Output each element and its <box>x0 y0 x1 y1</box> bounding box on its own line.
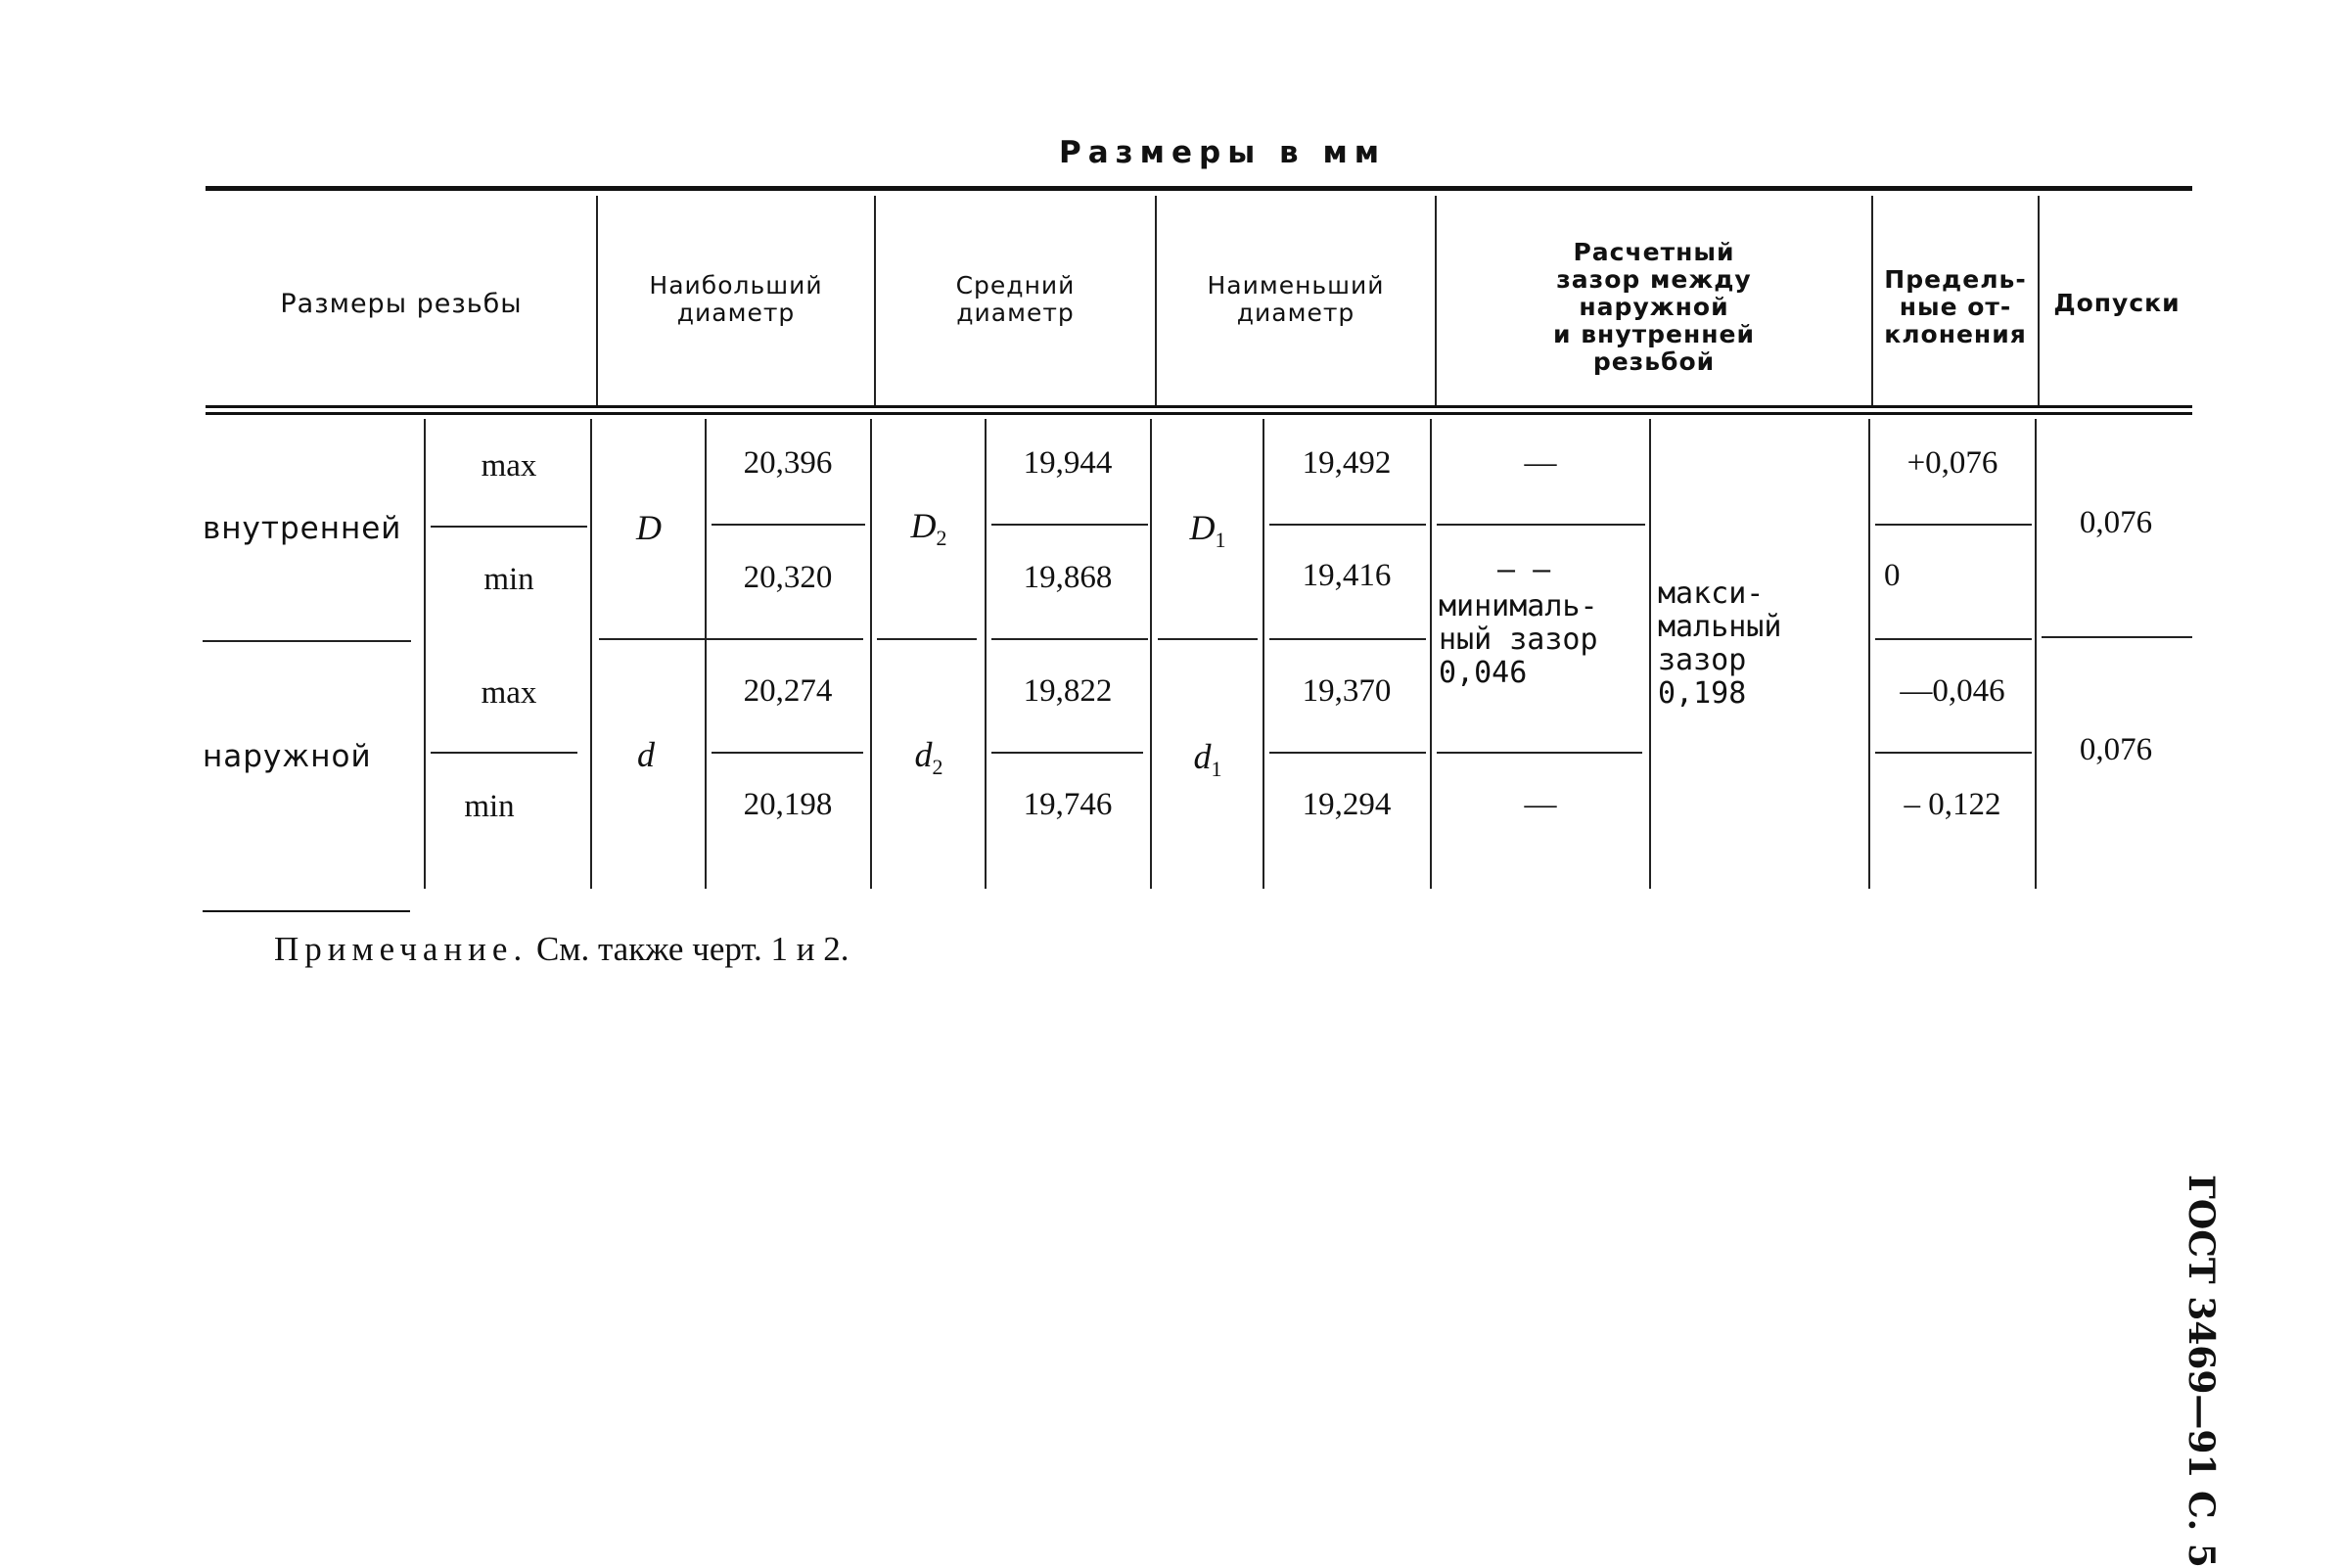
group-divider <box>2042 636 2192 638</box>
bottom-short-rule <box>203 910 410 912</box>
external-symbol-major: d <box>637 735 655 774</box>
row-divider <box>431 752 577 754</box>
min-clearance-dashes: — — <box>1497 553 1551 587</box>
internal-symbol-minor: $D_1$ <box>1189 508 1226 553</box>
header-divider <box>1155 196 1157 406</box>
group-divider <box>1158 638 1258 640</box>
external-max-label: max <box>481 675 537 711</box>
table-caption: Размеры в мм <box>1059 135 1387 170</box>
group-divider <box>877 638 977 640</box>
internal-min-label: min <box>483 562 534 597</box>
internal-pitch-min: 19,868 <box>1023 560 1113 595</box>
header-major-diameter: Наибольший диаметр <box>649 271 823 327</box>
row-divider <box>431 526 587 528</box>
row-divider <box>712 752 863 754</box>
header-limit-deviations: Предель- ные от- клонения <box>1884 265 2027 348</box>
header-bottom-rule <box>206 412 2192 415</box>
external-tolerance: 0,076 <box>2079 732 2153 767</box>
row-divider <box>1269 524 1426 526</box>
internal-minor-min: 19,416 <box>1302 558 1392 593</box>
group-divider <box>1269 638 1426 640</box>
internal-pitch-max: 19,944 <box>1023 445 1113 481</box>
row-label-external: наружной <box>203 739 372 774</box>
external-pitch-min: 19,746 <box>1023 787 1113 822</box>
group-divider <box>599 638 863 640</box>
body-divider <box>1649 419 1651 889</box>
row-divider <box>991 524 1148 526</box>
header-minor-diameter: Наименьший диаметр <box>1207 271 1385 327</box>
internal-major-max: 20,396 <box>743 445 833 481</box>
row-divider <box>1875 524 2032 526</box>
internal-clearance-max: — <box>1524 445 1557 481</box>
external-pitch-max: 19,822 <box>1023 673 1113 709</box>
header-divider <box>874 196 876 406</box>
header-calc-clearance: Расчетный зазор между наружной и внутренней резьбой <box>1553 238 1755 376</box>
body-divider <box>1150 419 1152 889</box>
internal-symbol-pitch: $D_2$ <box>910 506 947 551</box>
min-clearance-block: минималь- ный зазор 0,046 <box>1439 589 1598 690</box>
internal-major-min: 20,320 <box>743 560 833 595</box>
body-divider <box>870 419 872 889</box>
table-note: Примечание. См. также черт. 1 и 2. <box>274 930 850 968</box>
external-major-max: 20,274 <box>743 673 833 709</box>
body-divider <box>590 419 592 889</box>
header-bottom-rule <box>206 405 2192 408</box>
group-divider <box>1875 638 2032 640</box>
body-divider <box>2035 419 2037 889</box>
external-symbol-pitch: $d_2$ <box>914 735 943 780</box>
internal-tolerance: 0,076 <box>2079 505 2153 540</box>
external-deviation-min: – 0,122 <box>1904 787 2001 822</box>
internal-deviation-max: +0,076 <box>1906 445 1998 481</box>
internal-deviation-min: 0 <box>1884 558 1901 593</box>
row-divider <box>1437 524 1645 526</box>
row-divider <box>991 752 1143 754</box>
row-divider <box>712 524 865 526</box>
body-divider <box>1263 419 1264 889</box>
external-minor-min: 19,294 <box>1302 787 1392 822</box>
external-min-label: min <box>464 789 515 824</box>
standard-page-label: ГОСТ 3469—91 С. 5 <box>2181 1175 2222 1568</box>
group-divider <box>991 638 1148 640</box>
external-clearance-min: — <box>1524 787 1557 822</box>
header-pitch-diameter: Средний диаметр <box>955 271 1076 327</box>
external-minor-max: 19,370 <box>1302 673 1392 709</box>
row-divider <box>1269 752 1426 754</box>
external-symbol-minor: $d_1$ <box>1193 737 1222 782</box>
row-divider <box>1875 752 2032 754</box>
internal-minor-max: 19,492 <box>1302 445 1392 481</box>
row-divider <box>1437 752 1642 754</box>
max-clearance-block: макси- мальный зазор 0,198 <box>1658 576 1782 711</box>
body-divider <box>705 419 707 889</box>
header-tolerances: Допуски <box>2053 289 2181 317</box>
internal-symbol-major: D <box>636 508 662 547</box>
external-major-min: 20,198 <box>743 787 833 822</box>
header-divider <box>1435 196 1437 406</box>
body-divider <box>985 419 987 889</box>
row-label-internal: внутренней <box>203 511 402 546</box>
top-rule <box>206 186 2192 191</box>
body-divider <box>1868 419 1870 889</box>
body-divider <box>1430 419 1432 889</box>
header-thread-sizes: Размеры резьбы <box>280 289 523 319</box>
internal-max-label: max <box>481 448 537 484</box>
external-deviation-max: —0,046 <box>1900 673 2005 709</box>
group-divider <box>203 640 411 642</box>
